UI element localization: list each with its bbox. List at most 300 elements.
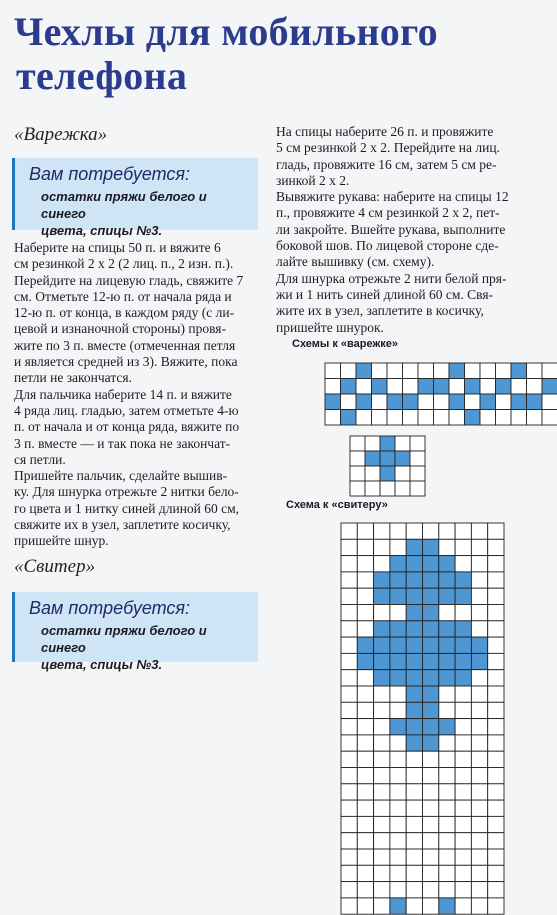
blue-stitch-cell xyxy=(542,379,557,395)
blue-stitch-cell xyxy=(406,605,422,621)
white-stitch-cell xyxy=(372,363,388,379)
white-stitch-cell xyxy=(423,898,439,914)
white-stitch-cell xyxy=(406,833,422,849)
white-stitch-cell xyxy=(406,849,422,865)
white-stitch-cell xyxy=(406,523,422,539)
white-stitch-cell xyxy=(325,363,341,379)
white-stitch-cell xyxy=(527,363,543,379)
mitten-thumb-chart xyxy=(349,435,426,497)
white-stitch-cell xyxy=(423,523,439,539)
sweater-text-line: гладь, провяжите 16 см, затем 5 см ре- xyxy=(276,156,497,172)
mitten-text-line: Для пальчика наберите 14 п. и вяжите xyxy=(14,386,232,402)
sweater-text-line: ли закройте. Вшейте рукава, выполните xyxy=(276,221,506,237)
blue-stitch-cell xyxy=(390,898,406,914)
white-stitch-cell xyxy=(471,702,487,718)
white-stitch-cell xyxy=(390,849,406,865)
white-stitch-cell xyxy=(455,898,471,914)
white-stitch-cell xyxy=(542,410,557,426)
white-stitch-cell xyxy=(455,556,471,572)
white-stitch-cell xyxy=(374,882,390,898)
blue-stitch-cell xyxy=(403,394,419,410)
blue-stitch-cell xyxy=(496,379,512,395)
white-stitch-cell xyxy=(350,481,365,496)
section-sweater-heading: «Свитер» xyxy=(14,556,96,577)
white-stitch-cell xyxy=(439,523,455,539)
white-stitch-cell xyxy=(357,588,373,604)
white-stitch-cell xyxy=(480,410,496,426)
white-stitch-cell xyxy=(341,621,357,637)
white-stitch-cell xyxy=(357,523,373,539)
white-stitch-cell xyxy=(341,735,357,751)
blue-stitch-cell xyxy=(341,379,357,395)
white-stitch-cell xyxy=(374,784,390,800)
blue-stitch-cell xyxy=(471,637,487,653)
blue-stitch-cell xyxy=(380,436,395,451)
sweater-text-line: Для шнурка отрежьте 2 нити белой пря- xyxy=(276,270,507,286)
white-stitch-cell xyxy=(488,784,504,800)
white-stitch-cell xyxy=(471,849,487,865)
white-stitch-cell xyxy=(511,379,527,395)
white-stitch-cell xyxy=(365,436,380,451)
white-stitch-cell xyxy=(455,800,471,816)
blue-stitch-cell xyxy=(406,735,422,751)
blue-stitch-cell xyxy=(423,719,439,735)
blue-stitch-cell xyxy=(390,588,406,604)
white-stitch-cell xyxy=(471,882,487,898)
blue-stitch-cell xyxy=(406,719,422,735)
white-stitch-cell xyxy=(488,865,504,881)
white-stitch-cell xyxy=(480,379,496,395)
blue-stitch-cell xyxy=(374,637,390,653)
blue-stitch-cell xyxy=(406,621,422,637)
white-stitch-cell xyxy=(465,363,481,379)
white-stitch-cell xyxy=(374,816,390,832)
white-stitch-cell xyxy=(471,735,487,751)
white-stitch-cell xyxy=(455,816,471,832)
blue-stitch-cell xyxy=(406,637,422,653)
white-stitch-cell xyxy=(357,816,373,832)
blue-stitch-cell xyxy=(465,379,481,395)
white-stitch-cell xyxy=(372,394,388,410)
white-stitch-cell xyxy=(488,637,504,653)
white-stitch-cell xyxy=(403,379,419,395)
white-stitch-cell xyxy=(488,735,504,751)
white-stitch-cell xyxy=(387,410,403,426)
sweater-chart-caption: Схема к «свитеру» xyxy=(286,499,388,511)
blue-stitch-cell xyxy=(406,588,422,604)
white-stitch-cell xyxy=(471,833,487,849)
white-stitch-cell xyxy=(406,768,422,784)
materials-title: Вам потребуется: xyxy=(29,598,191,618)
blue-stitch-cell xyxy=(449,363,465,379)
white-stitch-cell xyxy=(488,719,504,735)
mitten-text-line: ку. Для шнурка отрежьте 2 нитки бело- xyxy=(14,484,239,500)
white-stitch-cell xyxy=(455,833,471,849)
white-stitch-cell xyxy=(374,865,390,881)
white-stitch-cell xyxy=(488,833,504,849)
mitten-text-line: см резинкой 2 х 2 (2 лиц. п., 2 изн. п.). xyxy=(14,256,234,272)
white-stitch-cell xyxy=(471,572,487,588)
blue-stitch-cell xyxy=(325,394,341,410)
blue-stitch-cell xyxy=(423,735,439,751)
white-stitch-cell xyxy=(374,719,390,735)
white-stitch-cell xyxy=(471,719,487,735)
white-stitch-cell xyxy=(387,363,403,379)
materials-line-2: цвета, спицы №3. xyxy=(41,223,163,238)
white-stitch-cell xyxy=(390,768,406,784)
blue-stitch-cell xyxy=(406,686,422,702)
white-stitch-cell xyxy=(341,653,357,669)
blue-stitch-cell xyxy=(357,637,373,653)
blue-stitch-cell xyxy=(423,556,439,572)
white-stitch-cell xyxy=(527,379,543,395)
white-stitch-cell xyxy=(488,588,504,604)
white-stitch-cell xyxy=(341,751,357,767)
white-stitch-cell xyxy=(374,768,390,784)
white-stitch-cell xyxy=(357,735,373,751)
white-stitch-cell xyxy=(471,898,487,914)
white-stitch-cell xyxy=(439,686,455,702)
mitten-text-line: 4 ряда лиц. гладью, затем отметьте 4-ю xyxy=(14,402,239,418)
mitten-text-line: петли не закончатся. xyxy=(14,370,132,386)
white-stitch-cell xyxy=(423,751,439,767)
white-stitch-cell xyxy=(406,784,422,800)
white-stitch-cell xyxy=(488,556,504,572)
white-stitch-cell xyxy=(455,768,471,784)
white-stitch-cell xyxy=(365,481,380,496)
sweater-text-line: пришейте шнурок. xyxy=(276,319,384,335)
white-stitch-cell xyxy=(387,379,403,395)
white-stitch-cell xyxy=(471,686,487,702)
blue-stitch-cell xyxy=(455,621,471,637)
white-stitch-cell xyxy=(341,833,357,849)
title-line-2: телефона xyxy=(16,53,188,98)
blue-stitch-cell xyxy=(423,621,439,637)
white-stitch-cell xyxy=(488,621,504,637)
blue-stitch-cell xyxy=(455,653,471,669)
blue-stitch-cell xyxy=(439,670,455,686)
blue-stitch-cell xyxy=(390,670,406,686)
white-stitch-cell xyxy=(455,784,471,800)
sweater-text-line: 5 см резинкой 2 х 2. Перейдите на лиц. xyxy=(276,140,500,156)
white-stitch-cell xyxy=(488,523,504,539)
white-stitch-cell xyxy=(350,451,365,466)
white-stitch-cell xyxy=(350,436,365,451)
sweater-text-line: боковой шов. По лицевой стороне сде- xyxy=(276,238,499,254)
blue-stitch-cell xyxy=(455,670,471,686)
blue-stitch-cell xyxy=(423,539,439,555)
blue-stitch-cell xyxy=(387,394,403,410)
white-stitch-cell xyxy=(374,751,390,767)
white-stitch-cell xyxy=(488,686,504,702)
white-stitch-cell xyxy=(365,466,380,481)
white-stitch-cell xyxy=(357,865,373,881)
sweater-text-line: На спицы наберите 26 п. и провяжите xyxy=(276,124,494,139)
white-stitch-cell xyxy=(439,865,455,881)
white-stitch-cell xyxy=(395,436,410,451)
white-stitch-cell xyxy=(455,849,471,865)
white-stitch-cell xyxy=(471,556,487,572)
blue-stitch-cell xyxy=(439,621,455,637)
white-stitch-cell xyxy=(357,849,373,865)
white-stitch-cell xyxy=(488,816,504,832)
white-stitch-cell xyxy=(455,539,471,555)
white-stitch-cell xyxy=(357,702,373,718)
mitten-text-line: Перейдите на лицевую гладь, свяжите 7 xyxy=(14,272,244,288)
blue-stitch-cell xyxy=(439,898,455,914)
white-stitch-cell xyxy=(439,735,455,751)
white-stitch-cell xyxy=(527,410,543,426)
sweater-instructions xyxy=(276,124,548,336)
white-stitch-cell xyxy=(471,865,487,881)
white-stitch-cell xyxy=(341,882,357,898)
white-stitch-cell xyxy=(406,882,422,898)
white-stitch-cell xyxy=(471,816,487,832)
white-stitch-cell xyxy=(390,800,406,816)
white-stitch-cell xyxy=(418,394,434,410)
white-stitch-cell xyxy=(356,379,372,395)
sweater-text-line: Вывяжите рукава: наберите на спицы 12 xyxy=(276,189,509,205)
white-stitch-cell xyxy=(439,539,455,555)
white-stitch-cell xyxy=(390,833,406,849)
white-stitch-cell xyxy=(357,768,373,784)
materials-box-mitten xyxy=(12,158,258,238)
blue-stitch-cell xyxy=(380,451,395,466)
white-stitch-cell xyxy=(480,363,496,379)
white-stitch-cell xyxy=(341,588,357,604)
white-stitch-cell xyxy=(439,605,455,621)
white-stitch-cell xyxy=(406,865,422,881)
mitten-text-line: цевой и изнаночной стороны) провя- xyxy=(14,321,226,337)
white-stitch-cell xyxy=(403,410,419,426)
white-stitch-cell xyxy=(423,768,439,784)
materials-title: Вам потребуется: xyxy=(29,164,191,184)
white-stitch-cell xyxy=(341,637,357,653)
blue-stitch-cell xyxy=(455,572,471,588)
white-stitch-cell xyxy=(439,768,455,784)
mitten-band-chart xyxy=(324,362,557,426)
mitten-text-line: свяжите их в узел, заплетите косичку, xyxy=(14,517,231,533)
white-stitch-cell xyxy=(341,849,357,865)
white-stitch-cell xyxy=(357,556,373,572)
white-stitch-cell xyxy=(341,800,357,816)
white-stitch-cell xyxy=(449,379,465,395)
white-stitch-cell xyxy=(423,816,439,832)
white-stitch-cell xyxy=(488,605,504,621)
white-stitch-cell xyxy=(390,702,406,718)
blue-stitch-cell xyxy=(390,556,406,572)
white-stitch-cell xyxy=(439,882,455,898)
white-stitch-cell xyxy=(390,865,406,881)
white-stitch-cell xyxy=(341,719,357,735)
white-stitch-cell xyxy=(390,686,406,702)
white-stitch-cell xyxy=(341,572,357,588)
white-stitch-cell xyxy=(434,410,450,426)
sweater-text-line: лайте вышивку (см. схему). xyxy=(276,254,435,270)
white-stitch-cell xyxy=(488,670,504,686)
mitten-text-line: п. от начала и от конца ряда, вяжите по xyxy=(14,419,240,435)
white-stitch-cell xyxy=(455,865,471,881)
blue-stitch-cell xyxy=(341,410,357,426)
mitten-text-line: Пришейте пальчик, сделайте вышив- xyxy=(14,468,228,484)
white-stitch-cell xyxy=(374,702,390,718)
white-stitch-cell xyxy=(488,751,504,767)
white-stitch-cell xyxy=(357,539,373,555)
white-stitch-cell xyxy=(357,882,373,898)
white-stitch-cell xyxy=(410,466,425,481)
blue-stitch-cell xyxy=(395,451,410,466)
section-mitten-heading: «Варежка» xyxy=(14,124,108,145)
white-stitch-cell xyxy=(471,768,487,784)
mitten-text-line: 3 п. вместе — и так пока не закончат- xyxy=(14,435,231,451)
white-stitch-cell xyxy=(471,523,487,539)
white-stitch-cell xyxy=(357,686,373,702)
blue-stitch-cell xyxy=(380,466,395,481)
sweater-text-line: жи и 1 нить синей длиной 60 см. Свя- xyxy=(276,286,494,302)
white-stitch-cell xyxy=(496,394,512,410)
white-stitch-cell xyxy=(471,588,487,604)
white-stitch-cell xyxy=(390,735,406,751)
blue-stitch-cell xyxy=(423,653,439,669)
sweater-text-line: жите их в узел, заплетите в косичку, xyxy=(276,303,484,319)
white-stitch-cell xyxy=(455,605,471,621)
sweater-text-line: зинкой 2 х 2. xyxy=(276,172,350,188)
white-stitch-cell xyxy=(439,702,455,718)
white-stitch-cell xyxy=(395,466,410,481)
white-stitch-cell xyxy=(439,816,455,832)
white-stitch-cell xyxy=(418,363,434,379)
white-stitch-cell xyxy=(439,751,455,767)
blue-stitch-cell xyxy=(423,637,439,653)
white-stitch-cell xyxy=(542,363,557,379)
mitten-text-line: Наберите на спицы 50 п. и вяжите 6 xyxy=(14,240,221,255)
white-stitch-cell xyxy=(455,686,471,702)
white-stitch-cell xyxy=(406,816,422,832)
white-stitch-cell xyxy=(357,784,373,800)
white-stitch-cell xyxy=(471,751,487,767)
white-stitch-cell xyxy=(350,466,365,481)
white-stitch-cell xyxy=(488,572,504,588)
blue-stitch-cell xyxy=(406,670,422,686)
materials-line-2: цвета, спицы №3. xyxy=(41,657,163,672)
white-stitch-cell xyxy=(488,849,504,865)
white-stitch-cell xyxy=(390,816,406,832)
blue-stitch-cell xyxy=(423,686,439,702)
white-stitch-cell xyxy=(341,539,357,555)
white-stitch-cell xyxy=(455,702,471,718)
blue-stitch-cell xyxy=(356,394,372,410)
white-stitch-cell xyxy=(410,481,425,496)
white-stitch-cell xyxy=(471,670,487,686)
white-stitch-cell xyxy=(434,394,450,410)
white-stitch-cell xyxy=(341,605,357,621)
materials-box-sweater xyxy=(12,592,258,672)
white-stitch-cell xyxy=(439,849,455,865)
white-stitch-cell xyxy=(341,394,357,410)
white-stitch-cell xyxy=(406,800,422,816)
white-stitch-cell xyxy=(325,379,341,395)
white-stitch-cell xyxy=(471,784,487,800)
mitten-text-line: жите по 3 п. вместе (отмеченная петля xyxy=(14,337,236,353)
sweater-text-line: п., провяжите 4 см резинкой 2 х 2, пет- xyxy=(276,205,500,221)
white-stitch-cell xyxy=(341,702,357,718)
blue-stitch-cell xyxy=(390,653,406,669)
mitten-charts-caption: Схемы к «варежке» xyxy=(292,338,398,350)
white-stitch-cell xyxy=(374,800,390,816)
blue-stitch-cell xyxy=(480,394,496,410)
white-stitch-cell xyxy=(511,410,527,426)
white-stitch-cell xyxy=(374,833,390,849)
white-stitch-cell xyxy=(374,556,390,572)
white-stitch-cell xyxy=(357,898,373,914)
white-stitch-cell xyxy=(439,800,455,816)
white-stitch-cell xyxy=(488,768,504,784)
blue-stitch-cell xyxy=(434,379,450,395)
mitten-text-line: см. Отметьте 12-ю п. от начала ряда и xyxy=(14,288,232,304)
blue-stitch-cell xyxy=(365,451,380,466)
blue-stitch-cell xyxy=(406,556,422,572)
white-stitch-cell xyxy=(380,481,395,496)
blue-stitch-cell xyxy=(511,363,527,379)
white-stitch-cell xyxy=(357,833,373,849)
white-stitch-cell xyxy=(356,410,372,426)
white-stitch-cell xyxy=(357,800,373,816)
white-stitch-cell xyxy=(423,833,439,849)
white-stitch-cell xyxy=(341,816,357,832)
white-stitch-cell xyxy=(357,719,373,735)
blue-stitch-cell xyxy=(390,637,406,653)
blue-stitch-cell xyxy=(439,588,455,604)
blue-stitch-cell xyxy=(390,572,406,588)
blue-stitch-cell xyxy=(423,588,439,604)
mitten-text-line: ся петли. xyxy=(14,451,66,467)
white-stitch-cell xyxy=(423,865,439,881)
white-stitch-cell xyxy=(488,882,504,898)
white-stitch-cell xyxy=(374,735,390,751)
blue-stitch-cell xyxy=(423,572,439,588)
white-stitch-cell xyxy=(390,751,406,767)
materials-line-1: остатки пряжи белого и синего xyxy=(41,623,207,655)
white-stitch-cell xyxy=(374,849,390,865)
white-stitch-cell xyxy=(341,686,357,702)
white-stitch-cell xyxy=(439,784,455,800)
white-stitch-cell xyxy=(341,898,357,914)
blue-stitch-cell xyxy=(356,363,372,379)
blue-stitch-cell xyxy=(455,637,471,653)
blue-stitch-cell xyxy=(439,572,455,588)
blue-stitch-cell xyxy=(418,379,434,395)
white-stitch-cell xyxy=(374,898,390,914)
blue-stitch-cell xyxy=(465,410,481,426)
blue-stitch-cell xyxy=(511,394,527,410)
blue-stitch-cell xyxy=(406,572,422,588)
white-stitch-cell xyxy=(449,410,465,426)
white-stitch-cell xyxy=(374,539,390,555)
blue-stitch-cell xyxy=(390,621,406,637)
white-stitch-cell xyxy=(341,865,357,881)
sweater-chart xyxy=(340,522,505,915)
white-stitch-cell xyxy=(471,605,487,621)
white-stitch-cell xyxy=(496,363,512,379)
white-stitch-cell xyxy=(471,539,487,555)
blue-stitch-cell xyxy=(423,670,439,686)
mitten-text-line: 12-ю п. от конца, в каждом ряду (с ли- xyxy=(14,305,235,321)
white-stitch-cell xyxy=(423,882,439,898)
white-stitch-cell xyxy=(374,686,390,702)
white-stitch-cell xyxy=(357,605,373,621)
white-stitch-cell xyxy=(395,481,410,496)
blue-stitch-cell xyxy=(527,394,543,410)
